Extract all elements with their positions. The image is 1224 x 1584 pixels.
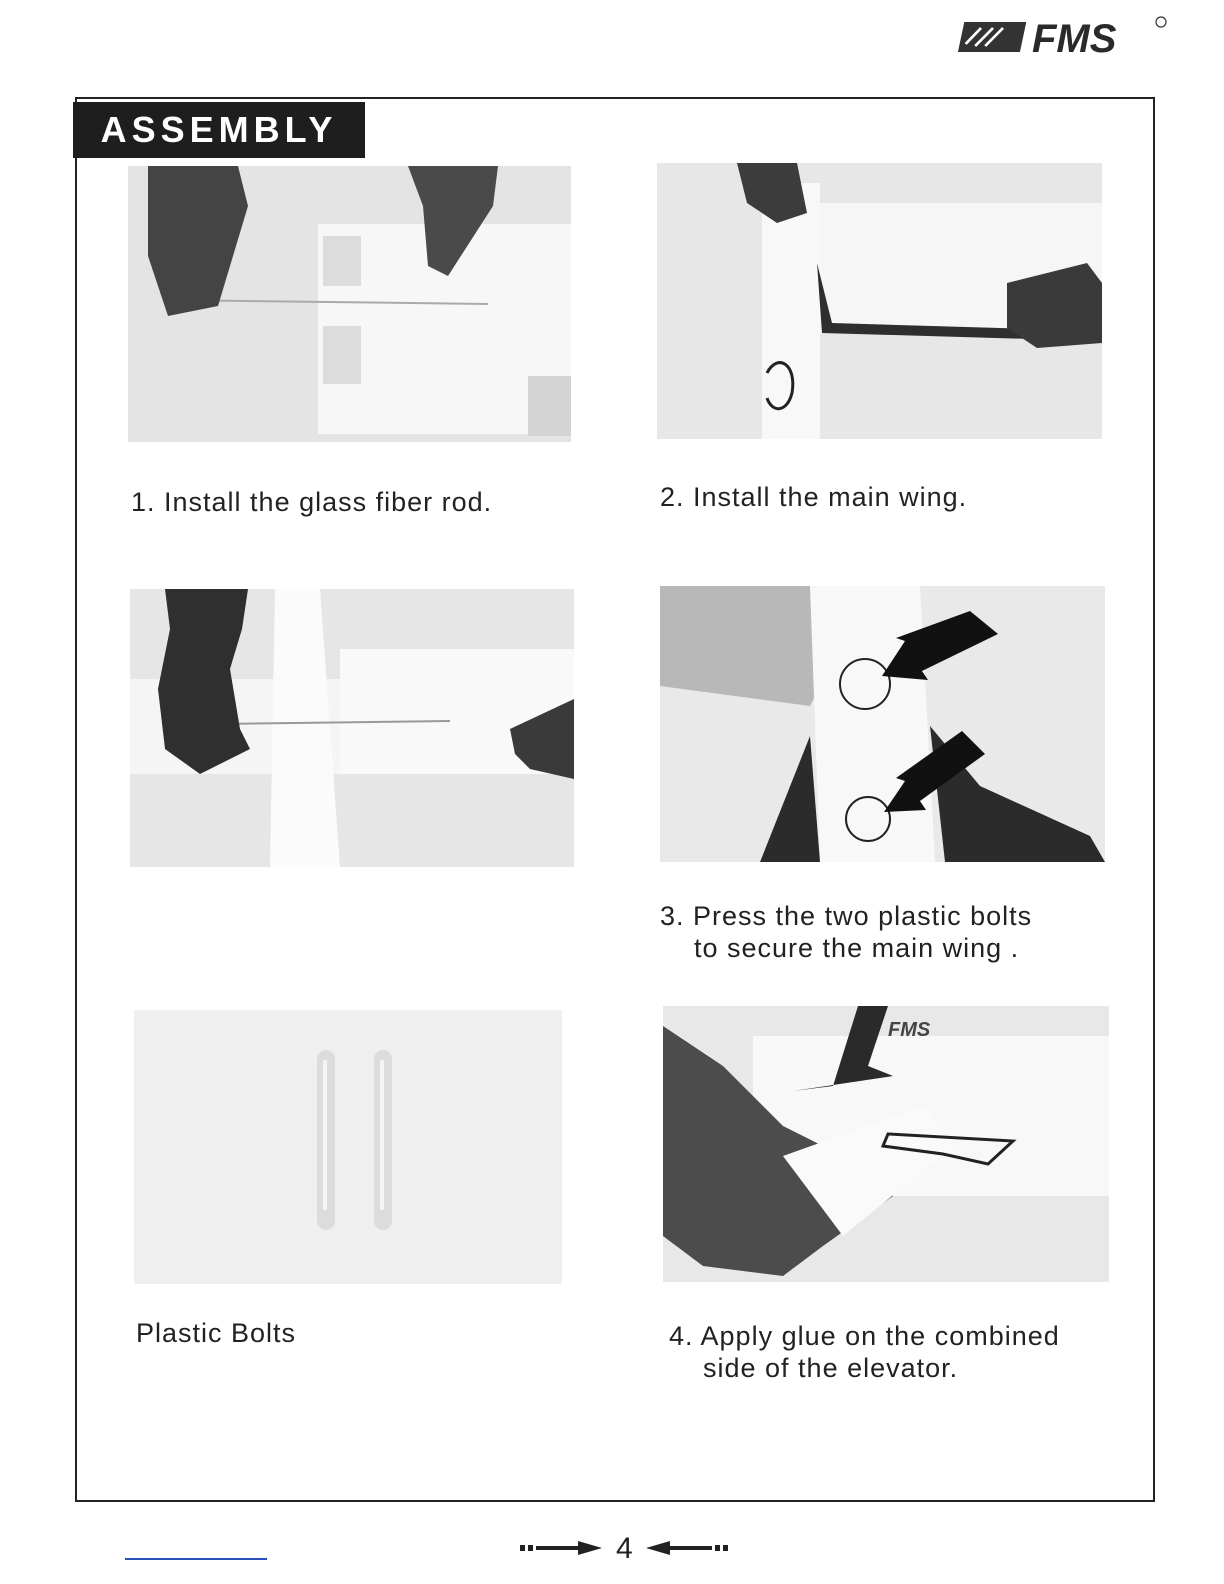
plastic-bolts-caption: Plastic Bolts — [136, 1318, 297, 1348]
footer-underline — [125, 1558, 267, 1560]
fms-logo — [958, 14, 1168, 58]
svg-text:FMS: FMS — [888, 1019, 931, 1041]
plastic-bolts-photo — [134, 1010, 562, 1284]
section-title: ASSEMBLY — [73, 102, 365, 158]
step-1-photo — [128, 166, 571, 442]
step-2-caption: 2. Install the main wing. — [660, 482, 968, 512]
step-1-caption: 1. Install the glass fiber rod. — [131, 487, 493, 517]
right-arrow-icon — [520, 1540, 602, 1556]
step-2-photo — [657, 163, 1102, 439]
step-4-photo — [663, 1006, 1109, 1282]
left-arrow-icon — [646, 1540, 728, 1556]
page-number: 4 — [616, 1532, 633, 1565]
step-3-caption: 3. Press the two plastic bolts to secure the main wing . — [660, 901, 1033, 963]
page-footer — [520, 1532, 740, 1568]
step-4-caption: 4. Apply glue on the combined side of the elevator. — [669, 1321, 1060, 1383]
svg-text:FMS: FMS — [1032, 17, 1117, 58]
step-3-photo-left — [130, 589, 574, 867]
step-3-photo-right — [660, 586, 1105, 862]
